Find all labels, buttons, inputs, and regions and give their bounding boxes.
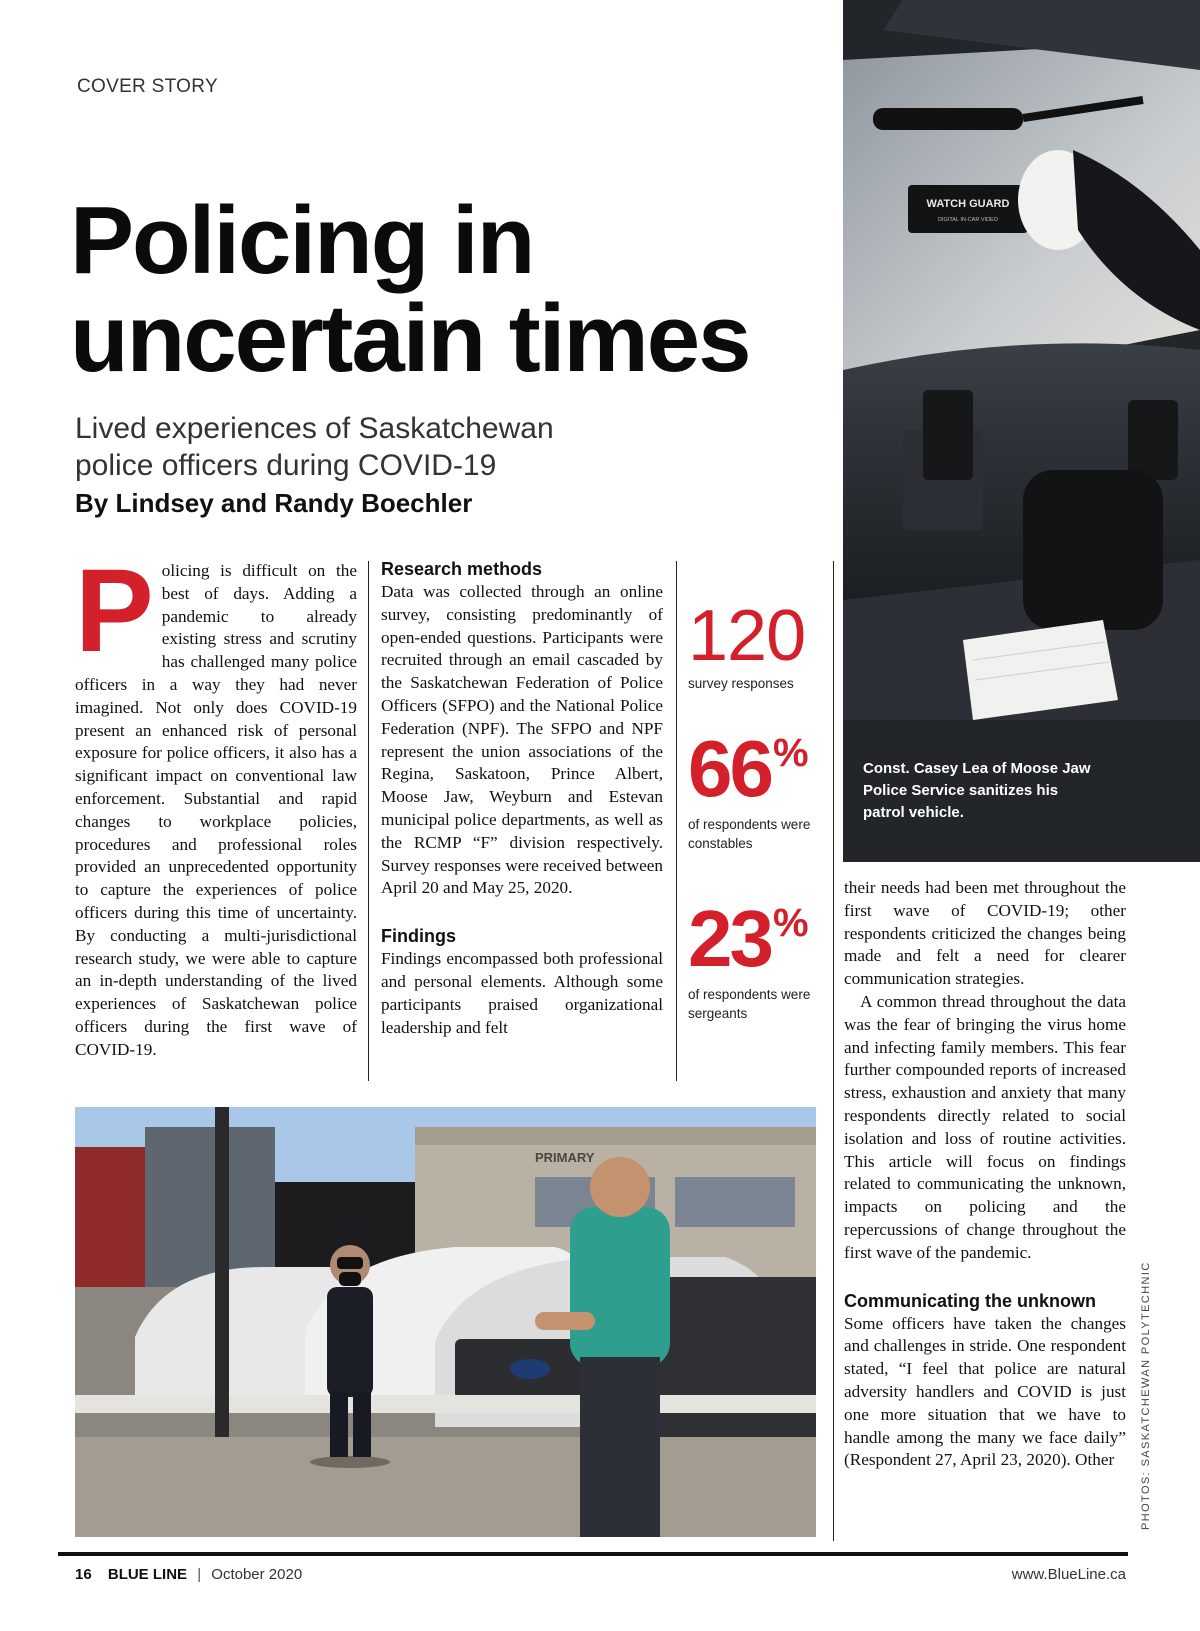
stat-constables [688, 724, 828, 853]
dashcam-subtitle: DIGITAL IN-CAR VIDEO [938, 217, 998, 223]
issue-date: October 2020 [211, 1566, 303, 1583]
column3-paragraph-3: Some officers have taken the changes and challenges in stride. One respondent stated, “I feel that police are natural adversity handlers and COVID is just one more situation that we have to handle among the many we face daily” (Respondent 27, April 23, 2020). Other [844, 1313, 1126, 1470]
headline-line-1: Policing in [70, 187, 534, 294]
magazine-name: BLUE LINE [107, 1566, 188, 1583]
column3-paragraph-2: A common thread throughout the data was the fear of bringing the virus home and infecting family members. This fear further compounded reports of increased stress, exhaustion and anxiety that many respondents directly related to social isolation and loss of routine activities. This article will focus on findings related to communicating the unknown, impacts on policing and the repercussions of change throughout the first wave of the pandemic. [844, 991, 1126, 1262]
page-number: 16 [75, 1566, 92, 1583]
column-divider [368, 561, 369, 1081]
headline [70, 187, 830, 392]
findings-paragraph: Findings encompassed both professional and personal elements. Although some participants praised organizational leadership and felt [381, 949, 663, 1037]
website-link[interactable]: www.BlueLine.ca [1011, 1566, 1126, 1583]
photo-credit: PHOTOS: SASKATCHEWAN POLYTECHNIC [1140, 1261, 1152, 1530]
stat-label: of respondents were sergeants [688, 987, 811, 1021]
photo-caption: Const. Casey Lea of Moose Jaw Police Service sanitizes his patrol vehicle. [863, 760, 1091, 821]
stats-sidebar [688, 596, 828, 1023]
officer-conversation-illustration [75, 1107, 816, 1537]
dashcam-brand: WATCH GUARD [926, 198, 1010, 210]
patrol-vehicle-illustration [843, 0, 1200, 862]
column-divider [676, 561, 677, 1081]
section-kicker: COVER STORY [77, 76, 218, 97]
subhead-research-methods: Research methods [381, 559, 543, 579]
footer-rule [58, 1552, 1128, 1556]
intro-paragraph: olicing is difficult on the best of days. Adding a pandemic to already existing stress and scrutiny has challenged many police officers in a way they had never imagined. Not only does COVID-19 present an enhanced risk of personal exposure for police officers, it also has a significant impact on conventional law enforcement. Substantial and rapid changes to workplace policies, procedures and professional roles provided an unprecedented opportunity to capture the experiences of police officers during this time of uncertainty. By conducting a multi-jurisdictional research study, we were able to capture an in-depth understanding of the lived experiences of Saskatchewan police officers during the first wave of COVID-19. [75, 561, 357, 1059]
deck-line-2: police officers during COVID-19 [75, 449, 497, 482]
drop-cap: P [75, 545, 154, 677]
headline-line-2: uncertain times [70, 285, 750, 392]
stat-number: 120 [688, 596, 806, 676]
stat-number: 23% [688, 894, 806, 983]
footer-left [75, 1566, 302, 1583]
article-column-3 [844, 877, 1126, 1472]
column3-paragraph-1: their needs had been met throughout the first wave of COVID-19; other respondents criticized the changes being made and felt a need for clearer communication strategies. [844, 878, 1126, 989]
research-methods-paragraph: Data was collected through an online survey, consisting predominantly of open-ended questions. Participants were recruited through an email cascaded by the Saskatchewan Federation of Police Officers (SFPO) and the National Police Federation (NPF). The SFPO and NPF represent the union associations of the Regina, Saskatoon, Prince Albert, Moose Jaw, Weyburn and Estevan municipal police departments, as well as the RCMP “F” division respectively. Survey responses were received between April 20 and May 25, 2020. [381, 582, 663, 898]
article-column-1 [75, 545, 357, 1062]
stat-number: 66% [688, 724, 806, 813]
building-sign: PRIMARY [535, 1150, 595, 1165]
column-divider [833, 561, 834, 1541]
article-column-2 [381, 557, 663, 1039]
stat-survey-responses [688, 596, 828, 693]
subhead-communicating-the-unknown: Communicating the unknown [844, 1290, 1096, 1311]
deck-line-1: Lived experiences of Saskatchewan [75, 412, 554, 445]
byline: By Lindsey and Randy Boechler [75, 488, 473, 518]
photo-officer-conversation [75, 1107, 816, 1537]
footer-separator: | [197, 1566, 202, 1583]
deck [75, 410, 675, 484]
stat-label: survey responses [688, 676, 794, 691]
subhead-findings: Findings [381, 926, 456, 947]
stat-label: of respondents were constables [688, 817, 811, 851]
photo-patrol-vehicle [843, 0, 1200, 862]
stat-sergeants [688, 894, 828, 1023]
